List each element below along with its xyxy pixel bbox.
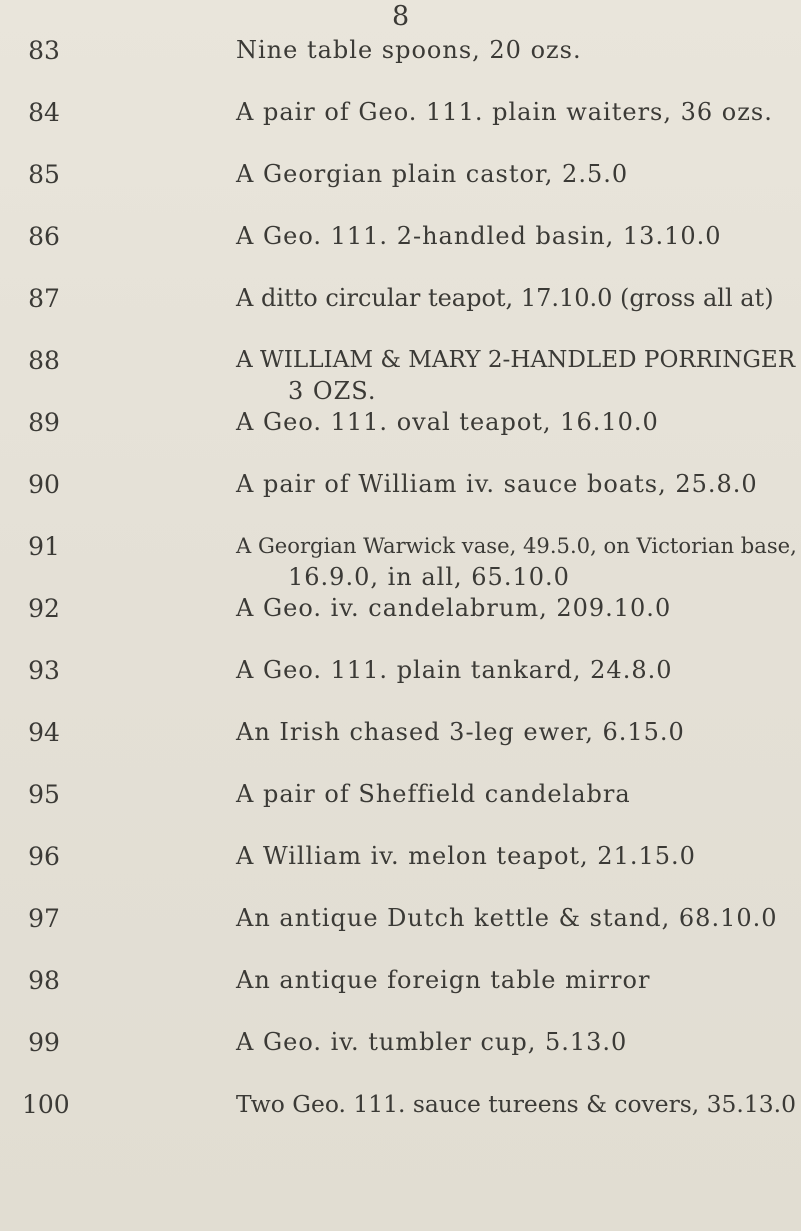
lot-number: 93 (28, 656, 60, 685)
lot-number: 97 (28, 904, 60, 933)
lot-number: 86 (28, 222, 60, 251)
lot-description: A Geo. 111. oval teapot, 16.10.0 (236, 408, 659, 436)
lot-description: A Geo. 111. 2-handled basin, 13.10.0 (236, 222, 722, 250)
lot-description: An antique Dutch kettle & stand, 68.10.0 (236, 904, 778, 932)
lot-number: 95 (28, 780, 60, 809)
lot-description: A Geo. iv. candelabrum, 209.10.0 (236, 594, 672, 622)
lot-number: 89 (28, 408, 60, 437)
lot-description: Nine table spoons, 20 ozs. (236, 36, 582, 64)
lot-number: 100 (22, 1090, 70, 1119)
lot-description: A Geo. iv. tumbler cup, 5.13.0 (236, 1028, 628, 1056)
lot-description-continuation: 3 OZS. (288, 377, 377, 405)
lot-description: A Geo. 111. plain tankard, 24.8.0 (236, 656, 673, 684)
lot-number: 90 (28, 470, 60, 499)
lot-number: 83 (28, 36, 60, 65)
lot-description: A William iv. melon teapot, 21.15.0 (236, 842, 696, 870)
lot-number: 99 (28, 1028, 60, 1057)
lot-description: A Georgian plain castor, 2.5.0 (236, 160, 629, 188)
page-number: 8 (392, 1, 410, 32)
lot-number: 91 (28, 532, 60, 561)
lot-description: A pair of Geo. 111. plain waiters, 36 ozs. (236, 98, 773, 126)
lot-number: 84 (28, 98, 60, 127)
lot-number: 87 (28, 284, 60, 313)
lot-number: 98 (28, 966, 60, 995)
lot-description: An Irish chased 3-leg ewer, 6.15.0 (236, 718, 685, 746)
lot-number: 85 (28, 160, 60, 189)
lot-description: A pair of William iv. sauce boats, 25.8.0 (236, 470, 758, 498)
lot-number: 94 (28, 718, 60, 747)
lot-number: 96 (28, 842, 60, 871)
lot-description: A ditto circular teapot, 17.10.0 (gross all at) (236, 284, 774, 312)
lot-number: 92 (28, 594, 60, 623)
lot-description: Two Geo. 111. sauce tureens & covers, 35.13.0 (236, 1090, 796, 1118)
lot-description: A WILLIAM & MARY 2-HANDLED PORRINGER (236, 347, 796, 373)
lot-description: A pair of Sheffield candelabra (236, 780, 631, 808)
lot-description-continuation: 16.9.0, in all, 65.10.0 (288, 563, 570, 591)
lot-description: An antique foreign table mirror (236, 966, 651, 994)
lot-number: 88 (28, 346, 60, 375)
lot-description: A Georgian Warwick vase, 49.5.0, on Victorian base, (236, 533, 797, 558)
